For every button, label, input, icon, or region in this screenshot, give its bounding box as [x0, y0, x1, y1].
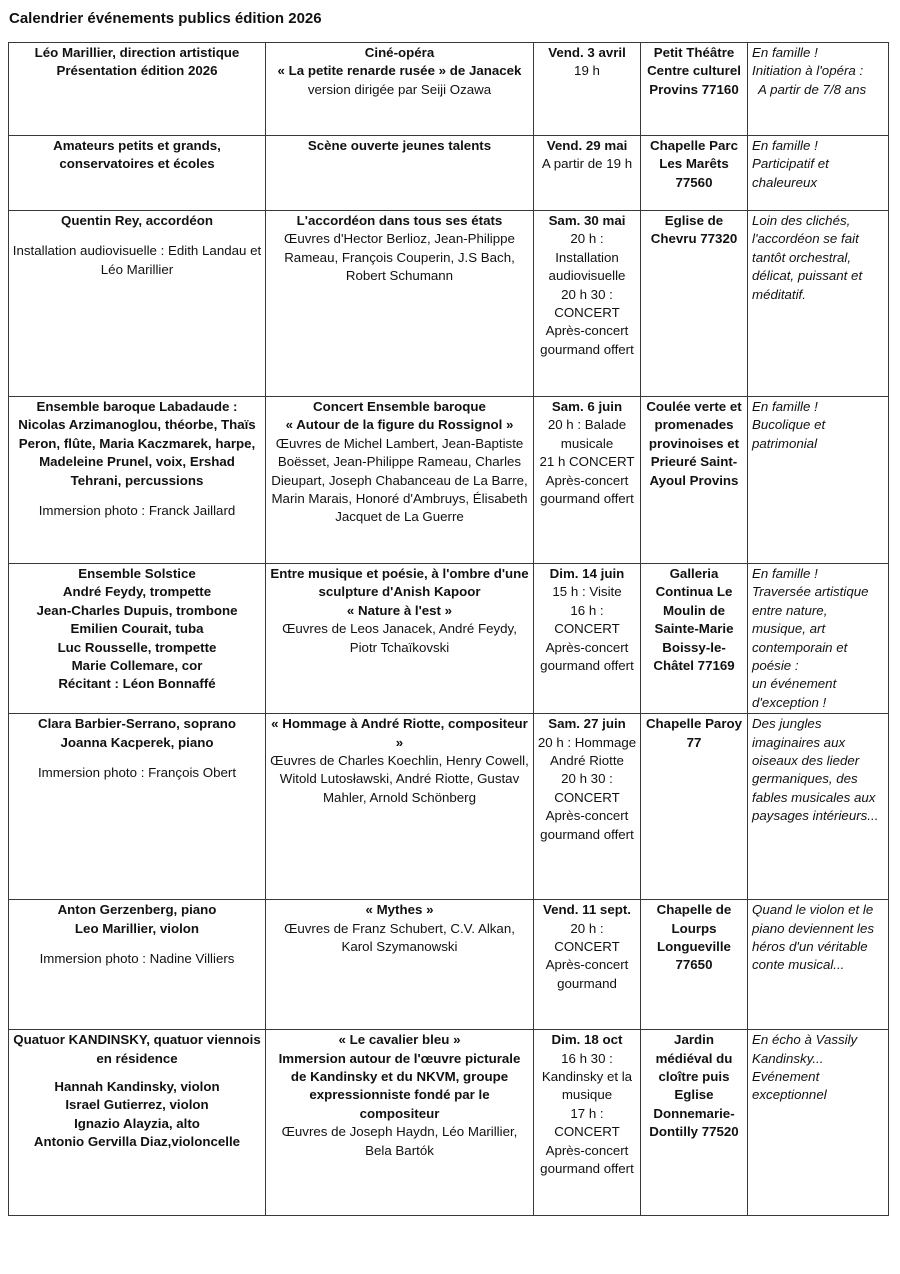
venue-cell: Petit Théâtre Centre culturel Provins 77160 [641, 43, 748, 136]
page-title: Calendrier événements publics édition 2026 [9, 10, 322, 27]
table-row [9, 1030, 889, 1216]
date-cell: Vend. 11 sept. 20 h : CONCERT Après-concert gourmand [534, 900, 641, 1030]
program-cell: « Mythes » Œuvres de Franz Schubert, C.V. Alkan, Karol Szymanowski [266, 900, 534, 1030]
notes-cell: Loin des clichés, l'accordéon se fait tantôt orchestral, délicat, puissant et méditatif. [748, 211, 889, 397]
program-cell: Entre musique et poésie, à l'ombre d'une sculpture d'Anish Kapoor « Nature à l'est » Œuvres de Leos Janacek, André Feydy, Piotr Tchaïkovski [266, 564, 534, 714]
artists-cell: Ensemble Solstice André Feydy, trompette Jean-Charles Dupuis, trombone Emilien Courait, tuba Luc Rousselle, trompette Marie Collemare, cor Récitant : Léon Bonnaffé [9, 564, 266, 714]
artists-cell: Amateurs petits et grands, conservatoires et écoles [9, 136, 266, 211]
notes-cell: En écho à Vassily Kandinsky... Evénement exceptionnel [748, 1030, 889, 1216]
artists-cell: Ensemble baroque Labadaude : Nicolas Arzimanoglou, théorbe, Thaïs Peron, flûte, Maria Kaczmarek, harpe, Madeleine Prunel, voix, Ershad Tehrani, percussions Immersion photo : Franck Jaillard [9, 397, 266, 564]
table-row [9, 564, 889, 714]
notes-cell: En famille ! Initiation à l'opéra : A partir de 7/8 ans [748, 43, 889, 136]
notes-cell: En famille ! Bucolique et patrimonial [748, 397, 889, 564]
artists-cell: Clara Barbier-Serrano, soprano Joanna Kacperek, piano Immersion photo : François Obert [9, 714, 266, 900]
venue-cell: Galleria Continua Le Moulin de Sainte-Marie Boissy-le-Châtel 77169 [641, 564, 748, 714]
events-table [8, 42, 889, 1216]
table-row [9, 43, 889, 136]
table-row [9, 211, 889, 397]
notes-cell: En famille ! Participatif et chaleureux [748, 136, 889, 211]
date-cell: Vend. 29 mai A partir de 19 h [534, 136, 641, 211]
artists-cell: Quentin Rey, accordéon Installation audiovisuelle : Edith Landau et Léo Marillier [9, 211, 266, 397]
venue-cell: Chapelle de Lourps Longueville 77650 [641, 900, 748, 1030]
program-cell: Ciné-opéra « La petite renarde rusée » de Janacek version dirigée par Seiji Ozawa [266, 43, 534, 136]
date-cell: Sam. 27 juin 20 h : Hommage André Riotte 20 h 30 : CONCERT Après-concert gourmand offert [534, 714, 641, 900]
notes-cell: Des jungles imaginaires aux oiseaux des lieder germaniques, des fables musicales aux paysages intérieurs... [748, 714, 889, 900]
notes-cell: Quand le violon et le piano deviennent les héros d'un véritable conte musical... [748, 900, 889, 1030]
table-row [9, 714, 889, 900]
venue-cell: Coulée verte et promenades provinoises et Prieuré Saint-Ayoul Provins [641, 397, 748, 564]
program-cell: « Le cavalier bleu » Immersion autour de l'œuvre picturale de Kandinsky et du NKVM, groupe expressionniste fondé par le compositeur Œuvres de Joseph Haydn, Léo Marillier, Bela Bartók [266, 1030, 534, 1216]
venue-cell: Chapelle Paroy 77 [641, 714, 748, 900]
program-cell: L'accordéon dans tous ses états Œuvres d'Hector Berlioz, Jean-Philippe Rameau, François Couperin, J.S Bach, Robert Schumann [266, 211, 534, 397]
venue-cell: Chapelle Parc Les Marêts 77560 [641, 136, 748, 211]
date-cell: Sam. 6 juin 20 h : Balade musicale 21 h CONCERT Après-concert gourmand offert [534, 397, 641, 564]
artists-cell: Léo Marillier, direction artistique Présentation édition 2026 [9, 43, 266, 136]
date-cell: Vend. 3 avril 19 h [534, 43, 641, 136]
venue-cell: Eglise de Chevru 77320 [641, 211, 748, 397]
table-row [9, 136, 889, 211]
program-cell: Scène ouverte jeunes talents [266, 136, 534, 211]
notes-cell: En famille ! Traversée artistique entre nature, musique, art contemporain et poésie : un événement d'exception ! [748, 564, 889, 714]
table-row [9, 397, 889, 564]
artists-cell: Anton Gerzenberg, piano Leo Marillier, violon Immersion photo : Nadine Villiers [9, 900, 266, 1030]
date-cell: Sam. 30 mai 20 h : Installation audiovisuelle 20 h 30 : CONCERT Après-concert gourmand offert [534, 211, 641, 397]
program-cell: « Hommage à André Riotte, compositeur » Œuvres de Charles Koechlin, Henry Cowell, Witold Lutosławski, André Riotte, Gustav Mahler, Arnold Schönberg [266, 714, 534, 900]
date-cell: Dim. 14 juin 15 h : Visite 16 h : CONCERT Après-concert gourmand offert [534, 564, 641, 714]
table-row [9, 900, 889, 1030]
venue-cell: Jardin médiéval du cloître puis Eglise Donnemarie-Dontilly 77520 [641, 1030, 748, 1216]
artists-cell: Quatuor KANDINSKY, quatuor viennois en résidence Hannah Kandinsky, violon Israel Gutierrez, violon Ignazio Alayzia, alto Antonio Gervilla Diaz,violoncelle [9, 1030, 266, 1216]
program-cell: Concert Ensemble baroque « Autour de la figure du Rossignol » Œuvres de Michel Lambert, Jean-Baptiste Boësset, Jean-Philippe Rameau, Charles Dieupart, Joseph Chabanceau de La Barre, Marin Marais, Honoré d'Ambruys, Élisabeth Jacquet de La Guerre [266, 397, 534, 564]
date-cell: Dim. 18 oct 16 h 30 : Kandinsky et la musique 17 h : CONCERT Après-concert gourmand offert [534, 1030, 641, 1216]
